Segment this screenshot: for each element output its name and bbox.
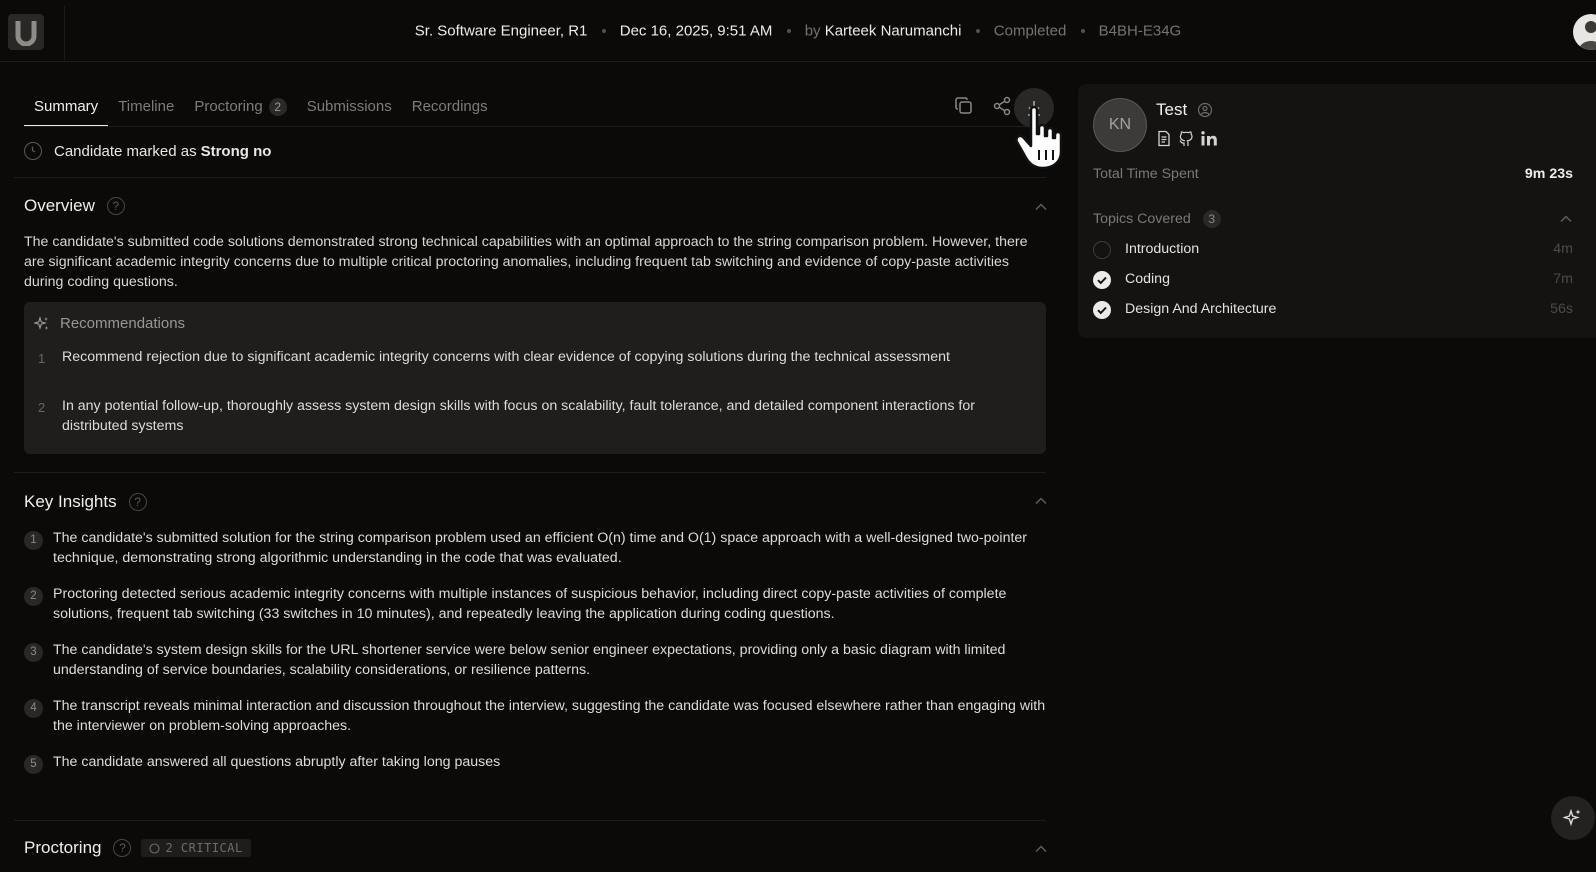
candidate-avatar: KN bbox=[1093, 98, 1147, 152]
divider bbox=[14, 820, 1046, 821]
tab-summary[interactable] bbox=[24, 94, 108, 126]
alert-circle-icon bbox=[149, 843, 160, 854]
topic-label: Design And Architecture bbox=[1125, 301, 1277, 317]
recommendations-title: Recommendations bbox=[60, 315, 186, 332]
topic-duration: 56s bbox=[1550, 301, 1573, 317]
separator-dot bbox=[787, 29, 791, 33]
divider bbox=[14, 472, 1046, 473]
critical-badge-label: 2 CRITICAL bbox=[165, 841, 243, 855]
chevron-up-icon[interactable] bbox=[1559, 212, 1573, 226]
tab-label: Submissions bbox=[306, 98, 392, 115]
item-number: 1 bbox=[38, 351, 46, 366]
status-label: Completed bbox=[993, 22, 1067, 40]
topics-count-badge: 3 bbox=[1203, 210, 1221, 228]
interviewer-name: Karteek Narumanchi bbox=[824, 22, 962, 40]
candidate-name-row bbox=[1156, 100, 1213, 120]
item-number: 4 bbox=[24, 699, 43, 718]
proctoring-title: Proctoring bbox=[24, 838, 102, 857]
tab-timeline[interactable] bbox=[108, 94, 184, 126]
chevron-up-icon[interactable] bbox=[1034, 842, 1048, 856]
critical-badge bbox=[141, 839, 250, 857]
item-number: 2 bbox=[38, 400, 46, 415]
topics-header bbox=[1093, 210, 1573, 228]
proctoring-heading bbox=[24, 838, 251, 858]
topic-duration: 7m bbox=[1553, 271, 1573, 287]
decision-banner bbox=[24, 142, 271, 160]
insight-item bbox=[24, 528, 1054, 568]
candidate-panel bbox=[1078, 84, 1596, 338]
key-insights-heading bbox=[24, 492, 147, 512]
linkedin-icon[interactable] bbox=[1200, 130, 1218, 147]
insight-item bbox=[24, 752, 1054, 772]
tab-bar bbox=[24, 94, 498, 126]
interview-code: B4BH-E34G bbox=[1098, 22, 1182, 40]
resume-icon[interactable] bbox=[1156, 130, 1172, 147]
user-avatar-icon bbox=[1573, 14, 1596, 50]
topic-item[interactable] bbox=[1093, 269, 1573, 291]
tab-submissions[interactable] bbox=[297, 94, 402, 126]
interview-meta bbox=[0, 22, 1596, 40]
time-spent-row bbox=[1093, 166, 1573, 182]
chevron-up-icon[interactable] bbox=[1034, 200, 1048, 214]
item-text: The candidate answered all questions abruptly after taking long pauses bbox=[53, 754, 501, 770]
share-button[interactable] bbox=[988, 92, 1016, 120]
github-icon[interactable] bbox=[1178, 130, 1194, 147]
chevron-up-icon[interactable] bbox=[1034, 494, 1048, 508]
separator-dot bbox=[976, 29, 980, 33]
item-text: In any potential follow-up, thoroughly assess system design skills with focus on scalability, fault tolerance, and detailed component interactions for distributed systems bbox=[62, 398, 975, 434]
topic-item[interactable] bbox=[1093, 299, 1573, 321]
item-number: 2 bbox=[24, 587, 43, 606]
tab-proctoring[interactable] bbox=[184, 94, 296, 126]
topics-label: Topics Covered bbox=[1093, 211, 1191, 227]
key-insights-title: Key Insights bbox=[24, 492, 117, 511]
check-circle-icon bbox=[1093, 271, 1111, 289]
check-circle-icon bbox=[1093, 301, 1111, 319]
role-title: Sr. Software Engineer, R1 bbox=[414, 22, 588, 40]
user-avatar[interactable] bbox=[1573, 14, 1596, 50]
item-text: The candidate's system design skills for the URL shortener service were below senior engineer expectations, providing only a basic diagram with limited understanding of service boundaries, scalability considerations, or resilience patterns. bbox=[53, 642, 1006, 678]
separator-dot bbox=[1081, 29, 1085, 33]
item-number: 5 bbox=[24, 755, 43, 774]
profile-icon[interactable] bbox=[1197, 102, 1213, 118]
help-icon[interactable]: ? bbox=[113, 839, 131, 857]
item-text: Recommend rejection due to significant academic integrity concerns with clear evidence of copying solutions during the technical assessment bbox=[62, 349, 950, 365]
item-text: Proctoring detected serious academic integrity concerns with multiple instances of suspicious behavior, including direct copy-paste activities of complete solutions, frequent tab switching (33 switches in 10 minutes), and repeatedly leaving the application during coding questions. bbox=[53, 586, 1007, 622]
sparkle-icon bbox=[34, 316, 50, 332]
candidate-links bbox=[1156, 130, 1218, 147]
decision-value: Strong no bbox=[200, 142, 272, 160]
candidate-name: Test bbox=[1156, 100, 1188, 119]
help-icon[interactable]: ? bbox=[107, 197, 125, 215]
topic-label: Introduction bbox=[1125, 241, 1200, 257]
tab-label: Recordings bbox=[411, 98, 488, 115]
overview-heading bbox=[24, 196, 125, 216]
tab-label: Timeline bbox=[118, 98, 175, 115]
insight-item bbox=[24, 696, 1054, 736]
help-icon[interactable]: ? bbox=[129, 493, 147, 511]
by-label: by bbox=[804, 22, 821, 40]
topic-item[interactable] bbox=[1093, 239, 1573, 261]
topic-label: Coding bbox=[1125, 271, 1170, 287]
tabs-divider bbox=[24, 126, 1046, 127]
ai-assistant-button[interactable] bbox=[1551, 796, 1595, 840]
tab-recordings[interactable] bbox=[402, 94, 498, 126]
item-text: The transcript reveals minimal interaction and discussion throughout the interview, suggesting the candidate was focused elsewhere rather than engaging with the interviewer on problem-solving approaches. bbox=[53, 698, 1046, 734]
decision-prefix: Candidate marked as bbox=[54, 142, 197, 160]
tab-label: Summary bbox=[34, 98, 99, 115]
sparkle-icon bbox=[1563, 808, 1583, 828]
item-text: The candidate's submitted solution for the string comparison problem used an efficient O(n) time and O(1) space approach with a well-designed two-pointer technique, demonstrating strong algorithmic understanding in the code that was evaluated. bbox=[53, 530, 1028, 566]
recommendation-item bbox=[38, 396, 1018, 436]
time-spent-label: Total Time Spent bbox=[1093, 166, 1199, 182]
divider bbox=[14, 177, 1046, 178]
copy-button[interactable] bbox=[950, 92, 978, 120]
share-icon bbox=[992, 96, 1012, 116]
recommendation-item bbox=[38, 347, 1018, 367]
insight-item bbox=[24, 584, 1054, 624]
time-spent-value: 9m 23s bbox=[1524, 166, 1573, 182]
item-number: 1 bbox=[24, 531, 43, 550]
overview-text: The candidate's submitted code solutions demonstrated strong technical capabilities with an optimal approach to the string comparison problem. However, there are significant academic integrity concerns due to multiple critical proctoring anomalies, including frequent tab switching and evidence of copy-paste activities during coding questions. bbox=[24, 234, 1028, 290]
recommendations-heading bbox=[34, 315, 185, 332]
copy-icon bbox=[954, 96, 974, 116]
top-bar bbox=[0, 0, 1596, 62]
separator-dot bbox=[602, 29, 606, 33]
clock-icon bbox=[24, 142, 42, 160]
proctoring-count-badge: 2 bbox=[269, 98, 287, 116]
hand-cursor-icon bbox=[1013, 104, 1073, 172]
overview-title: Overview bbox=[24, 196, 95, 215]
insight-item bbox=[24, 640, 1054, 680]
recommendations-box bbox=[24, 302, 1046, 454]
interview-datetime: Dec 16, 2025, 9:51 AM bbox=[619, 22, 773, 40]
unchecked-circle-icon bbox=[1093, 241, 1111, 259]
item-number: 3 bbox=[24, 643, 43, 662]
topic-duration: 4m bbox=[1553, 241, 1573, 257]
tab-label: Proctoring bbox=[194, 98, 263, 115]
